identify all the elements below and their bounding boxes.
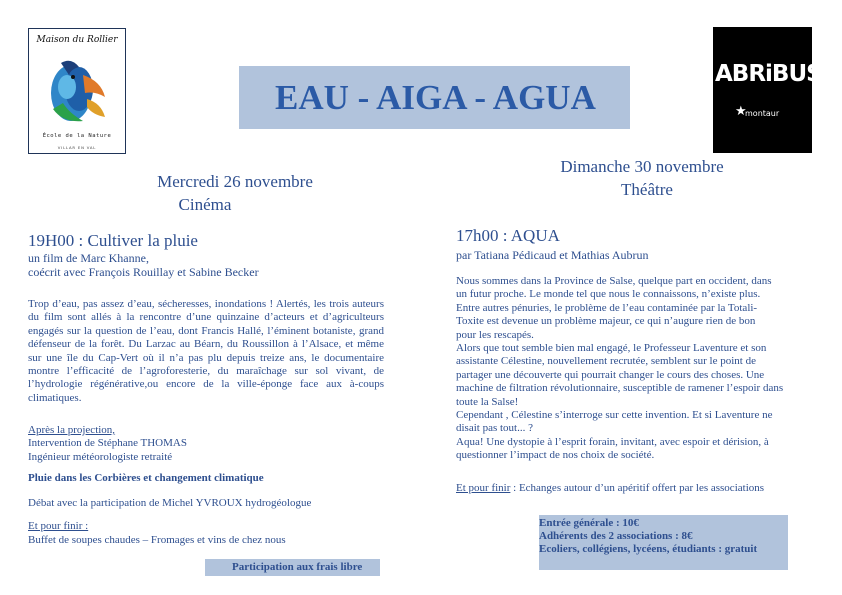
description-line: un futur proche. Le monde tel que nous le connaissons, n’existe plus. [456, 288, 761, 301]
description-line: assistante Célestine, nouvellement recrutée, semblent sur le point de [456, 355, 756, 368]
right-finish-text: Echanges autour d’un apéritif offert par les associations [518, 482, 765, 494]
left-date: Mercredi 26 novembre [157, 172, 313, 191]
left-credit-2: coécrit avec François Rouillay et Sabine Becker [28, 265, 259, 279]
description-line: Nous sommes dans la Province de Salse, quelque part en occident, dans [456, 275, 772, 287]
participation-text: Participation aux frais libre [232, 561, 363, 573]
description-line: machine de filtration révolutionnaire, susceptible de ramener l’espoir dans [456, 382, 784, 395]
left-description: Trop d’eau, pas assez d’eau, sécheresses, inondations ! Alertés, les trois auteurs du film sont allés à la rencontre d’une quinzaine d’acteurs et d’agriculteurs engagés sur la question de l’eau, dont Francis Hallé, l’éminent botaniste, grand défenseur de la forêt. Du Larzac au Béarn, du Roussillon à l’Alsace, et même sur une île du Cap-Vert où il n’a pas plu depuis treize ans, le documentaire montre l’efficacité de l’agroforesterie, du maraîchage sur sol vivant, de l’hydrologie régénérative,ou encore de la ville-éponge face aux à-coups climatiques. [28, 298, 384, 404]
logo-left-subtitle: École de la Nature [42, 133, 112, 139]
description-line: Cependant , Célestine s’interroge sur cette invention. Et si Laventure ne [456, 409, 773, 422]
title-banner [239, 66, 630, 129]
right-category: Théâtre [621, 180, 673, 199]
left-credit-1: un film de Marc Khanne, [28, 251, 149, 265]
price-students: Ecoliers, collégiens, lycéens, étudiants : gratuit [539, 543, 758, 555]
description-line: Alors que tout semble bien mal engagé, le Professeur Laventure et son [456, 342, 767, 355]
logo-left-title: Maison du Rollier [36, 35, 118, 45]
right-finish-heading: Et pour finir [456, 482, 511, 494]
maison-du-rollier-logo [28, 28, 126, 154]
price-general: Entrée générale : 10€ [539, 517, 639, 529]
star-icon: ★ [735, 103, 747, 118]
bird-illustration-icon [43, 53, 113, 129]
description-line: Entre autres pénuries, le problème de l’eau contaminée par la Totali- [456, 301, 758, 314]
debate-line: Débat avec la participation de Michel YVROUX hydrogéologue [28, 497, 312, 509]
right-finish-line [456, 482, 764, 495]
after-projection-heading: Après la projection, [28, 424, 116, 436]
right-date: Dimanche 30 novembre [560, 157, 724, 176]
participation-box [205, 559, 380, 576]
description-line: pour les rescapés. [456, 328, 534, 341]
logo-left-location: VILLAR EN VAL [57, 145, 97, 150]
left-finish-heading: Et pour finir : [28, 520, 89, 532]
price-members: Adhérents des 2 associations : 8€ [539, 530, 693, 542]
right-credit: par Tatiana Pédicaud et Mathias Aubrun [456, 248, 649, 262]
talk-title: Pluie dans les Corbières et changement climatique [28, 472, 264, 484]
description-line: partager une découverte qui pourrait changer le cours des choses. Une [456, 368, 765, 381]
right-description [456, 275, 826, 463]
description-line: questionner l’impact de nos choix de société. [456, 449, 655, 462]
description-line: Toxite est devenue un problème majeur, ce qui n’augure rien de bon [456, 315, 756, 328]
logo-right-subtitle: montaur [745, 109, 780, 118]
right-event-title: 17h00 : AQUA [456, 226, 560, 245]
description-line: disait pas tout... ? [456, 422, 533, 435]
speaker-line: Intervention de Stéphane THOMAS [28, 437, 187, 449]
right-finish-separator: : [510, 482, 519, 494]
left-category: Cinéma [178, 195, 232, 214]
left-event-title: 19H00 : Cultiver la pluie [28, 231, 198, 250]
description-line: toute la Salse! [456, 395, 519, 408]
abribus-logo [713, 27, 822, 153]
speaker-role: Ingénieur météorologiste retraité [28, 451, 173, 463]
logo-right-title: ABRiBUS [715, 61, 822, 87]
prices-box [539, 515, 788, 570]
left-finish-text: Buffet de soupes chaudes – Fromages et vins de chez nous [28, 534, 286, 546]
description-line: Aqua! Une dystopie à l’esprit forain, invitant, avec espoir et dérision, à [456, 435, 769, 448]
page-title: EAU - AIGA - AGUA [275, 78, 596, 117]
